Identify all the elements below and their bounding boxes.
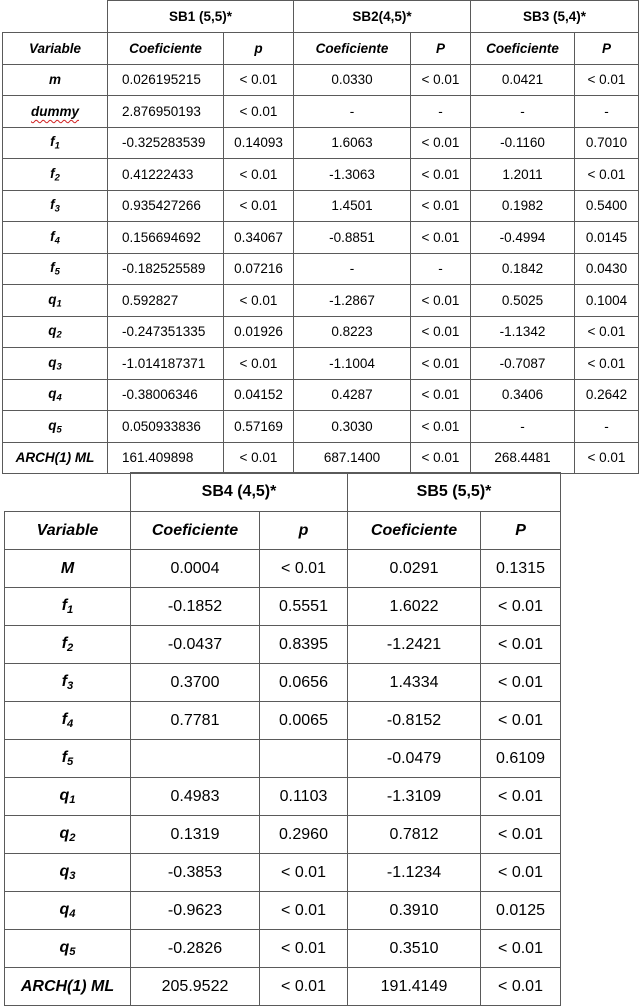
table-row	[5, 778, 561, 816]
variable-name: m	[48, 72, 61, 88]
variable-name: f	[61, 749, 68, 767]
variable-subscript: 2	[67, 641, 74, 654]
coefficient-cell: 161.409898	[108, 442, 224, 474]
p-value-cell: -	[575, 411, 639, 443]
p-value-cell: < 0.01	[411, 159, 471, 191]
coefficient-cell: -0.0437	[131, 626, 260, 664]
variable-subscript: 4	[54, 234, 60, 246]
coefficient-cell: -1.2867	[294, 285, 411, 317]
p-value-cell: 0.04152	[224, 379, 294, 411]
p-value-cell: 0.14093	[224, 127, 294, 159]
p-value-cell: < 0.01	[575, 348, 639, 380]
table-row	[5, 702, 561, 740]
coefficient-cell: 0.0330	[294, 64, 411, 96]
column-header-p: p	[224, 33, 294, 65]
variable-cell	[5, 892, 131, 930]
table-row	[3, 253, 639, 285]
p-value-cell: < 0.01	[224, 442, 294, 474]
coefficient-cell: -1.3109	[348, 778, 481, 816]
variable-name: q	[48, 291, 57, 307]
coefficient-cell: 0.5025	[471, 285, 575, 317]
variable-subscript: 1	[56, 297, 62, 309]
p-value-cell: < 0.01	[260, 550, 348, 588]
group-header-sb4: SB4 (4,5)*	[131, 473, 348, 512]
p-value-cell: < 0.01	[260, 892, 348, 930]
variable-subscript: 4	[67, 717, 74, 730]
p-value-cell: < 0.01	[224, 64, 294, 96]
p-value-cell: < 0.01	[411, 379, 471, 411]
group-header-sb3: SB3 (5,4)*	[471, 1, 639, 33]
coefficient-cell	[131, 740, 260, 778]
coefficient-cell: -1.1234	[348, 854, 481, 892]
table-row	[3, 285, 639, 317]
column-header-coeficiente: Coeficiente	[294, 33, 411, 65]
p-value-cell: -	[575, 96, 639, 128]
variable-name: M	[60, 559, 75, 577]
p-value-cell: 0.1004	[575, 285, 639, 317]
p-value-cell: < 0.01	[575, 64, 639, 96]
p-value-cell: -	[411, 253, 471, 285]
variable-cell	[3, 190, 108, 222]
table-row	[5, 816, 561, 854]
coefficient-cell: 2.876950193	[108, 96, 224, 128]
coefficient-cell: -1.1004	[294, 348, 411, 380]
p-value-cell: < 0.01	[224, 96, 294, 128]
table-row	[5, 626, 561, 664]
coefficient-cell: -0.325283539	[108, 127, 224, 159]
p-value-cell: < 0.01	[575, 442, 639, 474]
p-value-cell: < 0.01	[481, 778, 561, 816]
p-value-cell: < 0.01	[224, 348, 294, 380]
table-row	[3, 316, 639, 348]
variable-cell	[3, 316, 108, 348]
column-header-variable: Variable	[3, 33, 108, 65]
p-value-cell: < 0.01	[411, 316, 471, 348]
p-value-cell: 0.7010	[575, 127, 639, 159]
coefficient-cell: -0.9623	[131, 892, 260, 930]
variable-subscript: 4	[56, 392, 62, 404]
empty-corner	[3, 1, 108, 33]
coefficient-cell: 1.4334	[348, 664, 481, 702]
variable-cell	[3, 222, 108, 254]
p-value-cell: < 0.01	[481, 664, 561, 702]
variable-cell	[3, 64, 108, 96]
coefficient-cell: 0.1842	[471, 253, 575, 285]
regression-table-sb1-sb3	[2, 0, 639, 474]
variable-cell	[5, 664, 131, 702]
p-value-cell: < 0.01	[481, 702, 561, 740]
variable-name: q	[48, 354, 57, 370]
coefficient-cell: -0.1160	[471, 127, 575, 159]
p-value-cell: < 0.01	[411, 442, 471, 474]
coefficient-cell: 205.9522	[131, 968, 260, 1006]
variable-name: q	[48, 386, 57, 402]
p-value-cell: 0.6109	[481, 740, 561, 778]
variable-name: q	[59, 825, 70, 843]
variable-name: q	[59, 863, 70, 881]
variable-cell	[3, 379, 108, 411]
coefficient-cell: -1.2421	[348, 626, 481, 664]
table-row	[3, 348, 639, 380]
coefficient-cell: 0.4983	[131, 778, 260, 816]
variable-name: ARCH(1) ML	[20, 977, 115, 995]
coefficient-cell: -1.3063	[294, 159, 411, 191]
variable-cell	[5, 740, 131, 778]
p-value-cell: < 0.01	[481, 930, 561, 968]
coefficient-cell: -0.4994	[471, 222, 575, 254]
p-value-cell: < 0.01	[411, 285, 471, 317]
p-value-cell: < 0.01	[260, 968, 348, 1006]
coefficient-cell: 0.156694692	[108, 222, 224, 254]
group-header-sb2: SB2(4,5)*	[294, 1, 471, 33]
table-row	[5, 588, 561, 626]
coefficient-cell: -0.8851	[294, 222, 411, 254]
table-row	[5, 854, 561, 892]
coefficient-cell: 0.1982	[471, 190, 575, 222]
variable-subscript: 3	[54, 203, 60, 215]
column-header-coeficiente: Coeficiente	[108, 33, 224, 65]
variable-cell	[5, 854, 131, 892]
variable-name: q	[59, 787, 70, 805]
coefficient-cell: -0.38006346	[108, 379, 224, 411]
variable-name: q	[48, 417, 57, 433]
table-row	[3, 442, 639, 474]
variable-cell	[3, 411, 108, 443]
table-row	[5, 930, 561, 968]
coefficient-cell: 0.4287	[294, 379, 411, 411]
coefficient-cell: 0.3030	[294, 411, 411, 443]
coefficient-cell: 0.0004	[131, 550, 260, 588]
p-value-cell: < 0.01	[411, 348, 471, 380]
variable-name: f	[61, 711, 68, 729]
variable-cell	[3, 159, 108, 191]
coefficient-cell: 268.4481	[471, 442, 575, 474]
coefficient-cell: 0.935427266	[108, 190, 224, 222]
column-header-row	[3, 33, 639, 65]
coefficient-cell: 0.592827	[108, 285, 224, 317]
coefficient-cell: -	[294, 96, 411, 128]
variable-name: f	[50, 260, 55, 276]
p-value-cell: 0.2960	[260, 816, 348, 854]
p-value-cell: 0.0145	[575, 222, 639, 254]
variable-subscript: 2	[69, 831, 76, 844]
p-value-cell: 0.1103	[260, 778, 348, 816]
variable-cell	[5, 816, 131, 854]
p-value-cell: < 0.01	[481, 854, 561, 892]
p-value-cell: < 0.01	[224, 190, 294, 222]
coefficient-cell: 687.1400	[294, 442, 411, 474]
p-value-cell	[260, 740, 348, 778]
column-header-p: P	[411, 33, 471, 65]
coefficient-cell: -0.1852	[131, 588, 260, 626]
p-value-cell: 0.57169	[224, 411, 294, 443]
coefficient-cell: 0.7812	[348, 816, 481, 854]
p-value-cell: 0.0125	[481, 892, 561, 930]
p-value-cell: 0.01926	[224, 316, 294, 348]
empty-corner	[5, 473, 131, 512]
p-value-cell: < 0.01	[481, 968, 561, 1006]
variable-cell	[5, 550, 131, 588]
variable-cell	[5, 778, 131, 816]
variable-subscript: 1	[67, 603, 74, 616]
variable-name: dummy	[30, 103, 79, 119]
variable-name: f	[61, 597, 68, 615]
p-value-cell: 0.2642	[575, 379, 639, 411]
table-row	[3, 222, 639, 254]
coefficient-cell: 0.3700	[131, 664, 260, 702]
p-value-cell: 0.0656	[260, 664, 348, 702]
table-row	[5, 968, 561, 1006]
variable-cell	[5, 968, 131, 1006]
coefficient-cell: 0.026195215	[108, 64, 224, 96]
table-row	[5, 892, 561, 930]
variable-name: f	[50, 197, 55, 213]
variable-name: f	[50, 165, 55, 181]
variable-name: f	[61, 635, 68, 653]
coefficient-cell: -0.182525589	[108, 253, 224, 285]
coefficient-cell: -1.014187371	[108, 348, 224, 380]
coefficient-cell: 0.050933836	[108, 411, 224, 443]
coefficient-cell: 1.6022	[348, 588, 481, 626]
variable-subscript: 1	[69, 793, 76, 806]
p-value-cell: < 0.01	[411, 222, 471, 254]
coefficient-cell: 1.6063	[294, 127, 411, 159]
coefficient-cell: -	[471, 411, 575, 443]
variable-cell	[3, 348, 108, 380]
column-header-p: P	[575, 33, 639, 65]
coefficient-cell: -0.7087	[471, 348, 575, 380]
coefficient-cell: 191.4149	[348, 968, 481, 1006]
table-row	[3, 190, 639, 222]
coefficient-cell: -	[294, 253, 411, 285]
variable-cell	[5, 588, 131, 626]
p-value-cell: < 0.01	[411, 127, 471, 159]
column-header-coeficiente: Coeficiente	[131, 512, 260, 550]
table-row	[3, 127, 639, 159]
variable-name: f	[50, 228, 55, 244]
p-value-cell: 0.5400	[575, 190, 639, 222]
p-value-cell: < 0.01	[575, 316, 639, 348]
p-value-cell: < 0.01	[224, 285, 294, 317]
coefficient-cell: -0.0479	[348, 740, 481, 778]
coefficient-cell: 0.3406	[471, 379, 575, 411]
p-value-cell: < 0.01	[481, 588, 561, 626]
p-value-cell: < 0.01	[260, 930, 348, 968]
coefficient-cell: 0.0291	[348, 550, 481, 588]
variable-subscript: 4	[69, 907, 76, 920]
coefficient-cell: 1.4501	[294, 190, 411, 222]
coefficient-cell: 0.8223	[294, 316, 411, 348]
column-header-coeficiente: Coeficiente	[348, 512, 481, 550]
table-row	[3, 96, 639, 128]
coefficient-cell: -0.3853	[131, 854, 260, 892]
variable-subscript: 1	[54, 140, 60, 152]
p-value-cell: 0.5551	[260, 588, 348, 626]
coefficient-cell: -0.247351335	[108, 316, 224, 348]
table-row	[5, 740, 561, 778]
p-value-cell: < 0.01	[481, 626, 561, 664]
coefficient-cell: 0.41222433	[108, 159, 224, 191]
variable-name: ARCH(1) ML	[15, 450, 95, 466]
coefficient-cell: 0.0421	[471, 64, 575, 96]
variable-subscript: 2	[54, 171, 60, 183]
variable-cell	[3, 253, 108, 285]
coefficient-cell: -0.8152	[348, 702, 481, 740]
coefficient-cell: 0.3910	[348, 892, 481, 930]
coefficient-cell: 1.2011	[471, 159, 575, 191]
column-header-p: p	[260, 512, 348, 550]
variable-subscript: 5	[67, 755, 74, 768]
variable-subscript: 3	[67, 679, 74, 692]
table-row	[5, 664, 561, 702]
variable-subscript: 2	[56, 329, 62, 341]
variable-name: q	[59, 939, 70, 957]
group-header-row	[5, 473, 561, 512]
coefficient-cell: -0.2826	[131, 930, 260, 968]
table-row	[3, 159, 639, 191]
group-header-row	[3, 1, 639, 33]
p-value-cell: 0.34067	[224, 222, 294, 254]
coefficient-cell: 0.1319	[131, 816, 260, 854]
variable-subscript: 5	[54, 266, 60, 278]
variable-cell	[5, 930, 131, 968]
table-row	[3, 411, 639, 443]
variable-cell	[5, 702, 131, 740]
p-value-cell: 0.07216	[224, 253, 294, 285]
coefficient-cell: -	[471, 96, 575, 128]
variable-subscript: 3	[69, 869, 76, 882]
variable-name: f	[61, 673, 68, 691]
table-row	[3, 379, 639, 411]
variable-name: f	[50, 134, 55, 150]
variable-name: q	[59, 901, 70, 919]
coefficient-cell: 0.7781	[131, 702, 260, 740]
table-body	[5, 550, 561, 1006]
p-value-cell: 0.8395	[260, 626, 348, 664]
coefficient-cell: 0.3510	[348, 930, 481, 968]
variable-cell	[5, 626, 131, 664]
variable-cell	[3, 442, 108, 474]
p-value-cell: < 0.01	[411, 64, 471, 96]
column-header-row	[5, 512, 561, 550]
p-value-cell: < 0.01	[481, 816, 561, 854]
variable-cell	[3, 96, 108, 128]
column-header-p: P	[481, 512, 561, 550]
variable-cell	[3, 127, 108, 159]
p-value-cell: < 0.01	[411, 411, 471, 443]
p-value-cell: < 0.01	[224, 159, 294, 191]
variable-cell	[3, 285, 108, 317]
variable-name: q	[48, 323, 57, 339]
column-header-variable: Variable	[5, 512, 131, 550]
variable-subscript: 3	[56, 360, 62, 372]
variable-subscript: 5	[56, 423, 62, 435]
variable-subscript: 5	[69, 945, 76, 958]
p-value-cell: 0.0065	[260, 702, 348, 740]
p-value-cell: < 0.01	[575, 159, 639, 191]
table-row	[3, 64, 639, 96]
column-header-coeficiente: Coeficiente	[471, 33, 575, 65]
p-value-cell: < 0.01	[260, 854, 348, 892]
regression-table-sb4-sb5	[4, 472, 561, 1006]
group-header-sb1: SB1 (5,5)*	[108, 1, 294, 33]
p-value-cell: -	[411, 96, 471, 128]
group-header-sb5: SB5 (5,5)*	[348, 473, 561, 512]
p-value-cell: < 0.01	[411, 190, 471, 222]
coefficient-cell: -1.1342	[471, 316, 575, 348]
p-value-cell: 0.0430	[575, 253, 639, 285]
table-row	[5, 550, 561, 588]
p-value-cell: 0.1315	[481, 550, 561, 588]
table-body	[3, 64, 639, 474]
